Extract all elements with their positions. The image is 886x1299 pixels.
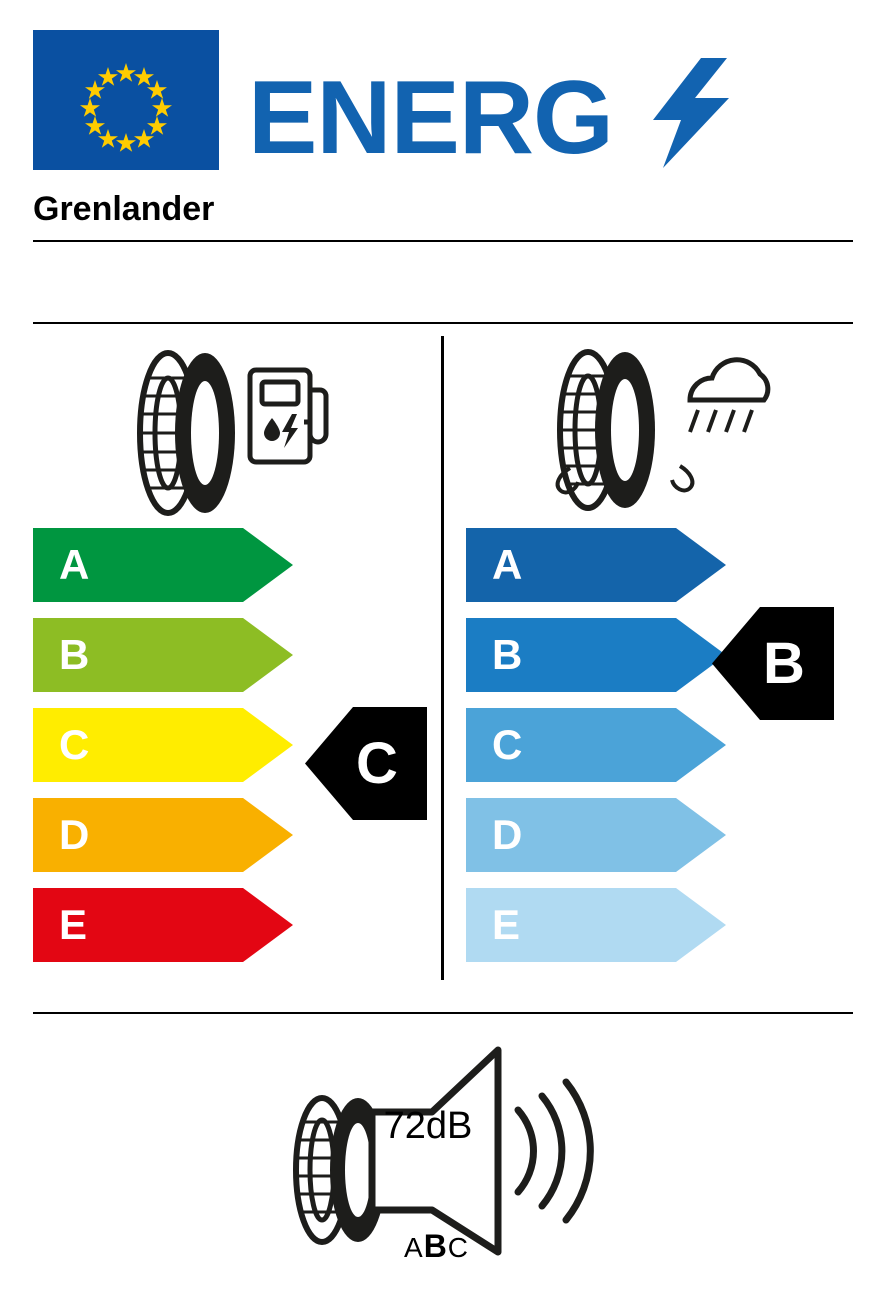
wet-grip-result: [712, 607, 834, 720]
wet-grip-grades: [466, 528, 726, 978]
grade-letter: E: [59, 901, 88, 948]
wet-grade-a: [466, 528, 726, 602]
grade-row: [466, 528, 726, 602]
divider-bottom: [33, 1012, 853, 1014]
grade-letter: D: [59, 811, 90, 858]
tyre-rain-cloud-icon: [530, 348, 790, 518]
grade-letter: D: [492, 811, 523, 858]
energy-wordmark: ENERG: [248, 60, 613, 176]
fuel-grade-b: [33, 618, 293, 692]
grade-row: [466, 888, 726, 962]
grade-letter: A: [492, 541, 523, 588]
divider-vertical: [441, 336, 444, 980]
lightning-bolt-icon: [653, 58, 733, 168]
noise-value: 72dB: [383, 1105, 473, 1147]
fuel-grade-c: [33, 708, 293, 782]
wet-grade-b: [466, 618, 726, 692]
grade-row: [466, 708, 726, 782]
grade-row: [466, 618, 726, 692]
grade-letter: E: [492, 901, 521, 948]
eu-flag-stars-icon: [33, 30, 219, 170]
grade-letter: C: [492, 721, 523, 768]
fuel-grade-a: [33, 528, 293, 602]
divider-top: [33, 322, 853, 324]
grade-row: [466, 798, 726, 872]
grade-row: [33, 618, 293, 692]
grade-letter: A: [59, 541, 90, 588]
grade-letter: C: [59, 721, 90, 768]
noise-class-c: C: [447, 1232, 470, 1263]
grade-letter: B: [492, 631, 523, 678]
noise-class-scale: [404, 1228, 469, 1265]
eu-flag-icon: [33, 30, 219, 170]
noise-class-b: B: [423, 1228, 448, 1264]
noise-class-a: A: [404, 1232, 424, 1263]
wet-grade-c: [466, 708, 726, 782]
grade-row: [33, 528, 293, 602]
grade-row: [33, 708, 293, 782]
grade-row: [33, 888, 293, 962]
divider-brand: [33, 240, 853, 242]
brand-name: Grenlander: [33, 190, 215, 228]
label-header: [33, 30, 853, 176]
grade-letter: B: [59, 631, 90, 678]
fuel-grade-d: [33, 798, 293, 872]
tyre-loudspeaker-icon: [280, 1040, 600, 1260]
wet-result-letter: B: [763, 631, 805, 696]
wet-grade-d: [466, 798, 726, 872]
fuel-efficiency-grades: [33, 528, 293, 978]
tyre-fuel-pump-icon: [120, 348, 330, 518]
wet-grade-e: [466, 888, 726, 962]
fuel-efficiency-result: [305, 707, 427, 820]
grade-row: [33, 798, 293, 872]
fuel-result-letter: C: [356, 731, 398, 796]
fuel-grade-e: [33, 888, 293, 962]
